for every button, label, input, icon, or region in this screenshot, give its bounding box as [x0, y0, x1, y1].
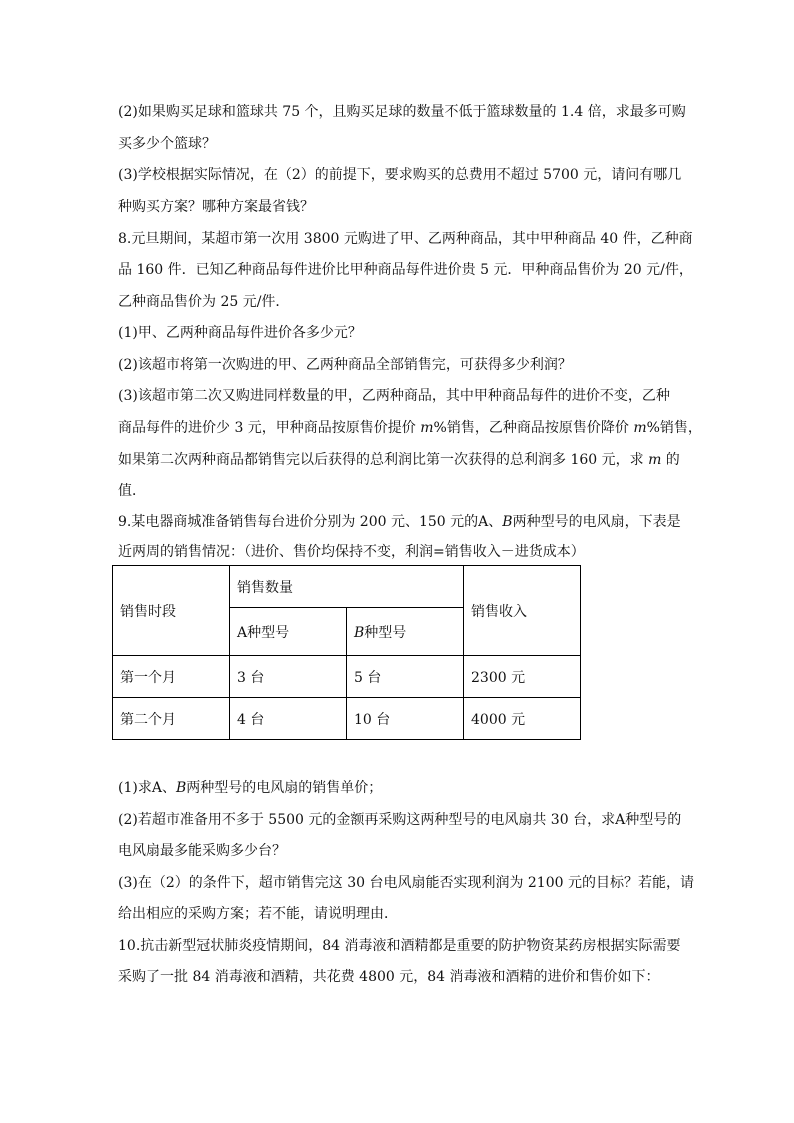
- a-qty-cell: 4 台: [230, 698, 347, 740]
- text-segment: 9.某电器商城准备销售每台进价分别为 200 元、150 元的: [118, 514, 479, 530]
- revenue-header: 销售收入: [464, 566, 581, 656]
- text-segment: 两种型号的电风扇的销售单价；: [186, 780, 383, 796]
- text-segment: 、: [161, 780, 176, 796]
- text-line: [118, 810, 681, 830]
- text-line: [118, 450, 680, 470]
- table-row: [113, 698, 581, 740]
- sales-table: [112, 565, 581, 740]
- model-a: A: [615, 812, 626, 828]
- model-b: B: [502, 514, 513, 530]
- table-row: [113, 656, 581, 698]
- revenue-cell: 2300 元: [464, 656, 581, 698]
- model-b: B: [354, 624, 365, 641]
- text-line: [118, 778, 382, 798]
- text-line: 品 160 件．已知乙种商品每件进价比甲种商品每件进价贵 5 元．甲种商品售价为 20 元/件，: [118, 262, 693, 278]
- header-text: 种型号: [247, 624, 290, 641]
- text-segment: 的: [661, 452, 680, 468]
- text-line: 乙种商品售价为 25 元/件．: [118, 294, 290, 310]
- text-line: (3)该超市第二次又购进同样数量的甲，乙两种商品，其中甲种商品每件的进价不变，乙种: [118, 388, 670, 404]
- a-model-header: [230, 608, 347, 656]
- b-qty-cell: 5 台: [347, 656, 464, 698]
- model-b: B: [175, 780, 187, 796]
- text-line: (3)学校根据实际情况，在（2）的前提下，要求购买的总费用不超过 5700 元，请问有哪几: [118, 167, 682, 183]
- period-header: 销售时段: [113, 566, 230, 656]
- b-qty-cell: 10 台: [347, 698, 464, 740]
- text-line: 值．: [118, 483, 146, 499]
- period-cell: 第二个月: [113, 698, 230, 740]
- text-line: [118, 418, 702, 438]
- revenue-cell: 4000 元: [464, 698, 581, 740]
- text-line: 8.元旦期间，某超市第一次用 3800 元购进了甲、乙两种商品，其中甲种商品 40 件，乙种商: [118, 231, 693, 247]
- variable-m: m: [648, 452, 662, 468]
- text-segment: 两种型号的电风扇，下表是: [512, 514, 681, 530]
- text-line: (1)甲、乙两种商品每件进价各多少元？: [118, 325, 362, 341]
- text-segment: %销售，乙种商品按原售价降价: [433, 420, 634, 436]
- text-segment: (2)若超市准备用不多于 5500 元的金额再采购这两种型号的电风扇共 30 台，求: [118, 812, 616, 828]
- text-line: (2)如果购买足球和篮球共 75 个，且购买足球的数量不低于篮球数量的 1.4 倍，求最多可购: [118, 104, 686, 120]
- text-line: 近两周的销售情况：（进价、售价均保持不变，利润=销售收入－进货成本）: [118, 544, 585, 560]
- variable-m: m: [633, 420, 647, 436]
- text-line: (3)在（2）的条件下，超市销售完这 30 台电风扇能否实现利润为 2100 元的目标？若能，请: [118, 875, 694, 891]
- variable-m: m: [420, 420, 434, 436]
- text-line: 种购买方案？哪种方案最省钱？: [118, 199, 314, 215]
- text-segment: 如果第二次两种商品都销售完以后获得的总利润比第一次获得的总利润多 160 元，求: [118, 452, 649, 468]
- text-line: 采购了一批 84 消毒液和酒精，共花费 4800 元，84 消毒液和酒精的进价和售价如下：: [118, 969, 660, 985]
- text-line: [118, 512, 681, 532]
- b-model-header: [347, 608, 464, 656]
- quantity-header: 销售数量: [230, 566, 464, 608]
- text-segment: 种型号的: [625, 812, 682, 828]
- header-text: 种型号: [364, 624, 407, 641]
- text-line: 买多少个篮球？: [118, 136, 216, 152]
- text-line: 10.抗击新型冠状肺炎疫情期间，84 消毒液和酒精都是重要的防护物资某药房根据实际需要: [118, 938, 681, 954]
- period-cell: 第一个月: [113, 656, 230, 698]
- text-line: 电风扇最多能采购多少台？: [118, 843, 286, 859]
- a-qty-cell: 3 台: [230, 656, 347, 698]
- model-a: A: [151, 780, 162, 796]
- model-a: A: [478, 514, 489, 530]
- text-segment: 商品每件的进价少 3 元，甲种商品按原售价提价: [118, 420, 421, 436]
- text-line: 给出相应的采购方案；若不能，请说明理由．: [118, 906, 398, 922]
- text-segment: %销售，: [646, 420, 702, 436]
- text-segment: 、: [488, 514, 503, 530]
- text-segment: (1)求: [118, 780, 152, 796]
- text-line: (2)该超市将第一次购进的甲、乙两种商品全部销售完，可获得多少利润？: [118, 357, 572, 373]
- model-a: A: [237, 624, 248, 641]
